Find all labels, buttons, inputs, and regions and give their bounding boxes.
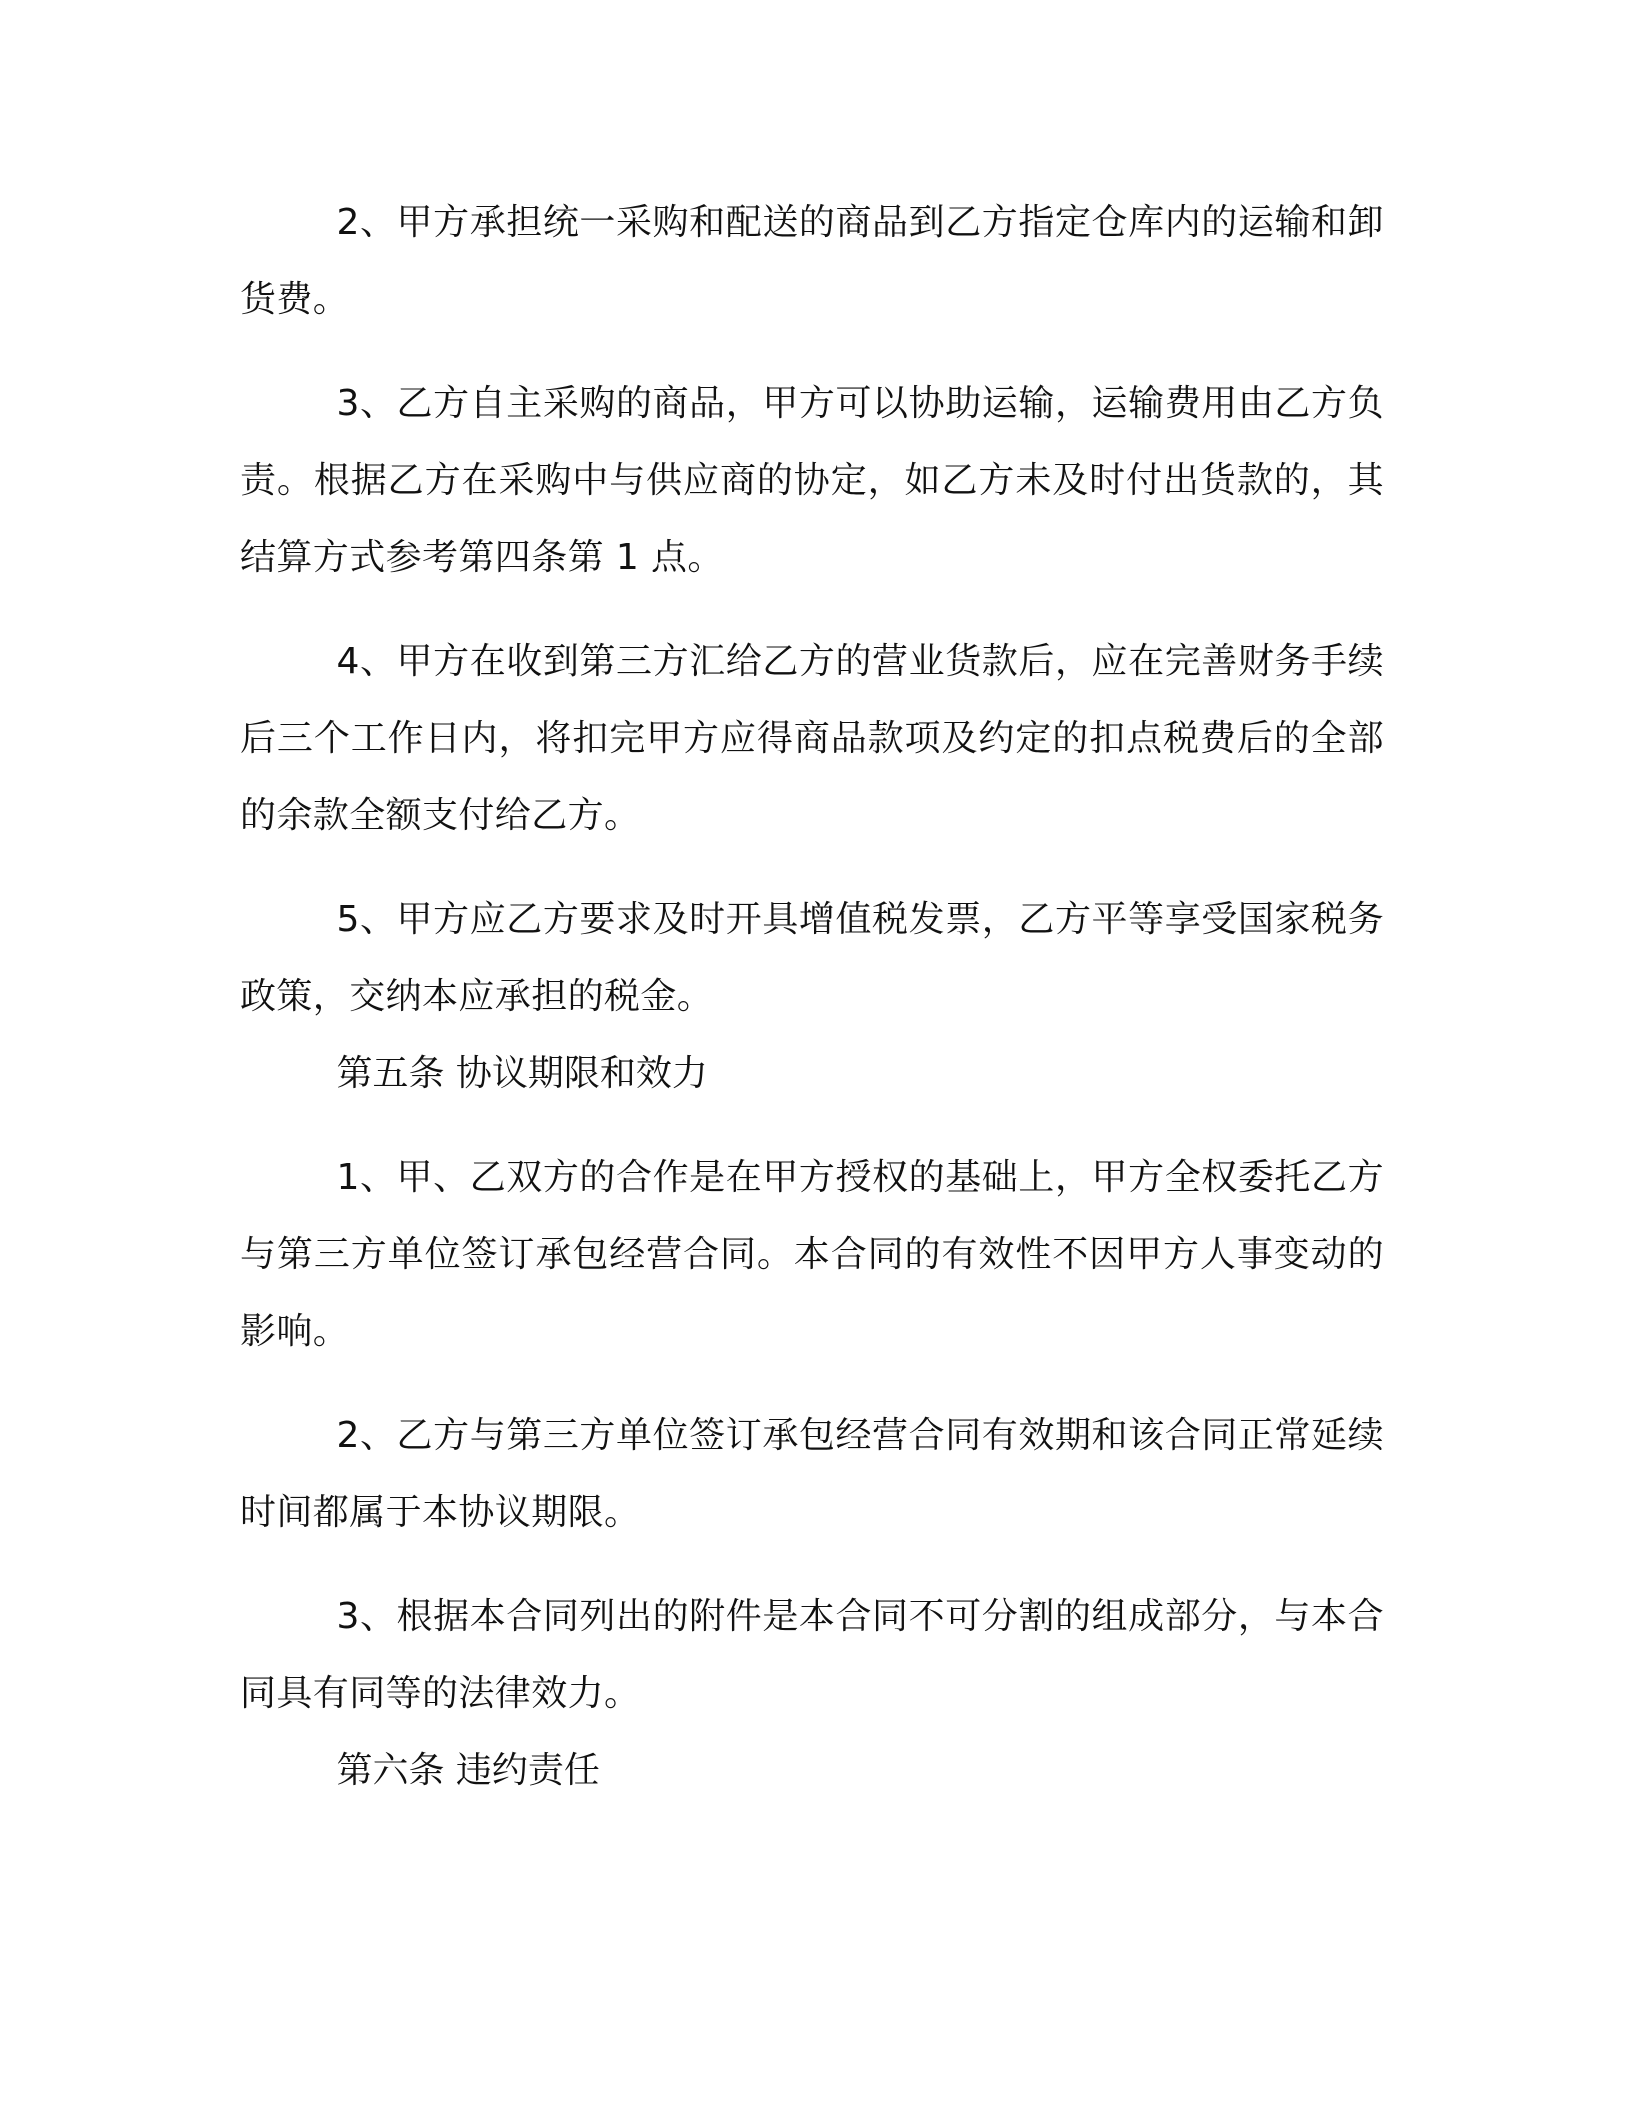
paragraph-item-3: 3、乙方自主采购的商品，甲方可以协助运输，运输费用由乙方负责。根据乙方在采购中与供应商的协定，如乙方未及时付出货款的，其结算方式参考第四条第 1 点。 — [240, 383, 1384, 578]
section-heading-6: 第六条 违约责任 — [336, 1750, 600, 1791]
paragraph-item-1: 1、甲、乙双方的合作是在甲方授权的基础上，甲方全权委托乙方与第三方单位签订承包经营合同。本合同的有效性不因甲方人事变动的影响。 — [240, 1157, 1384, 1352]
paragraph-item-4: 4、甲方在收到第三方汇给乙方的营业货款后，应在完善财务手续后三个工作日内，将扣完甲方应得商品款项及约定的扣点税费后的全部的余款全额支付给乙方。 — [240, 641, 1384, 836]
section-heading-5: 第五条 协议期限和效力 — [336, 1053, 708, 1094]
paragraph-item-2b: 2、乙方与第三方单位签订承包经营合同有效期和该合同正常延续时间都属于本协议期限。 — [240, 1415, 1384, 1533]
document-body — [240, 184, 1384, 1809]
paragraph-item-2: 2、甲方承担统一采购和配送的商品到乙方指定仓库内的运输和卸货费。 — [240, 202, 1384, 320]
paragraph-item-3b: 3、根据本合同列出的附件是本合同不可分割的组成部分，与本合同具有同等的法律效力。 — [240, 1596, 1384, 1714]
paragraph-item-5: 5、甲方应乙方要求及时开具增值税发票，乙方平等享受国家税务政策，交纳本应承担的税金。 — [240, 899, 1384, 1017]
